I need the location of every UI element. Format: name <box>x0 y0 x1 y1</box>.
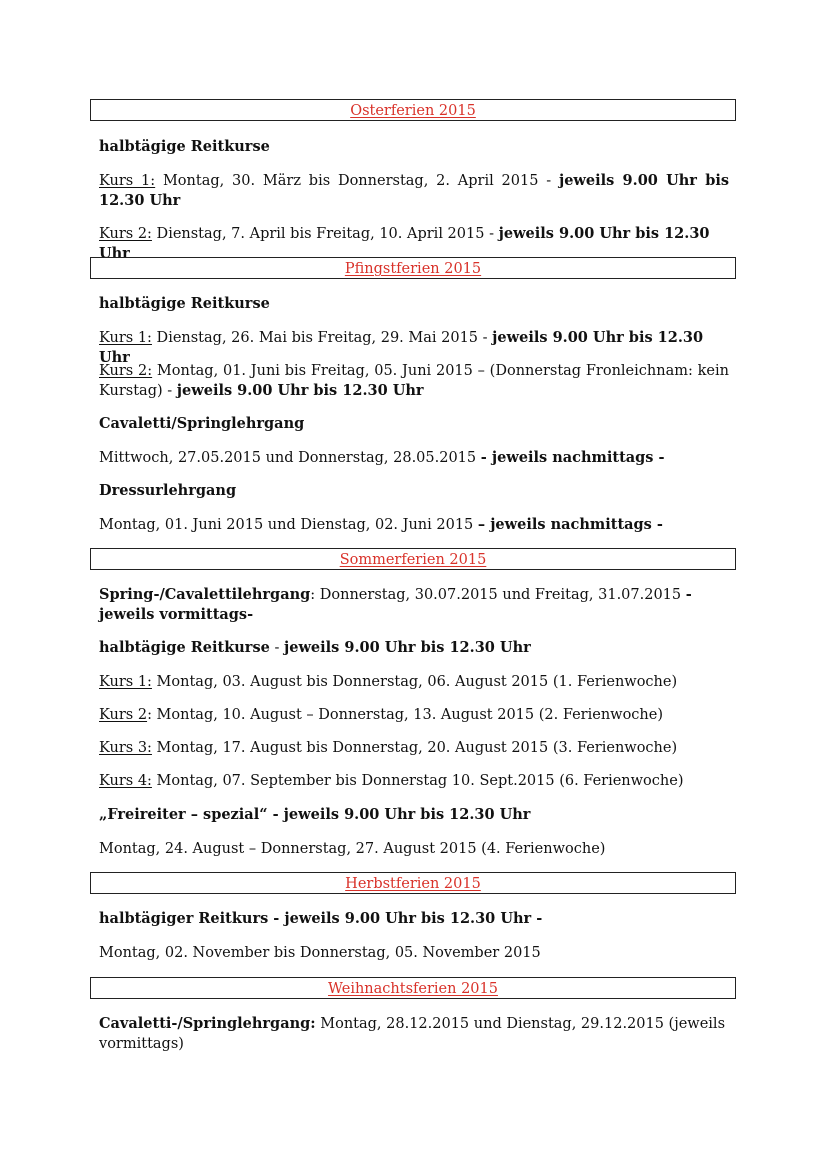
course-dates: : Montag, 10. August – Donnerstag, 13. August 2015 (2. Ferienwoche) <box>147 707 664 723</box>
heading-halbtaegiger-reitkurs: halbtägiger Reitkurs - jeweils 9.00 Uhr bis 12.30 Uhr - <box>99 910 543 927</box>
course-entry <box>99 705 729 725</box>
course-entry <box>99 515 729 535</box>
course-dates: Dienstag, 26. Mai bis Freitag, 29. Mai 2015 - <box>151 330 493 346</box>
section-title: Osterferien 2015 <box>350 103 476 119</box>
heading-label: halbtägige Reitkurse <box>99 639 270 656</box>
heading-cavaletti-springlehrgang: Cavaletti/Springlehrgang <box>99 415 305 432</box>
course-label: Kurs 3: <box>99 740 152 756</box>
course-dates: Montag, 01. Juni bis Freitag, 05. Juni 2015 – (Donnerstag Fronleichnam: kein Kurstag) - <box>99 363 729 399</box>
course-dates: Montag, 03. August bis Donnerstag, 06. August 2015 (1. Ferienwoche) <box>151 674 678 690</box>
course-label: Cavaletti-/Springlehrgang: <box>99 1015 316 1032</box>
section-header-pfingstferien <box>90 257 736 279</box>
course-label: Kurs 4: <box>99 773 152 789</box>
course-time: jeweils 9.00 Uhr bis 12.30 Uhr <box>99 172 730 209</box>
course-time: - jeweils nachmittags - <box>480 449 665 466</box>
course-dates: Montag, 07. September bis Donnerstag 10. Sept.2015 (6. Ferienwoche) <box>151 773 684 789</box>
section-header-sommerferien <box>90 548 736 570</box>
course-entry <box>99 1014 729 1054</box>
section-header-osterferien <box>90 99 736 121</box>
course-label: Kurs 1: <box>99 330 152 346</box>
course-dates: Dienstag, 7. April bis Freitag, 10. April 2015 - <box>151 226 499 242</box>
course-time: jeweils 9.00 Uhr bis 12.30 Uhr <box>99 329 704 366</box>
course-time: jeweils 9.00 Uhr bis 12.30 Uhr <box>176 382 424 399</box>
course-label: Spring-/Cavalettilehrgang <box>99 586 311 603</box>
section-title: Pfingstferien 2015 <box>344 261 482 277</box>
course-label: Kurs 2 <box>99 707 148 723</box>
section-header-weihnachtsferien <box>90 977 736 999</box>
course-time: – jeweils nachmittags - <box>477 516 663 533</box>
course-label: Kurs 2: <box>99 363 153 379</box>
course-entry: Montag, 24. August – Donnerstag, 27. August 2015 (4. Ferienwoche) <box>99 841 606 857</box>
section-title: Sommerferien 2015 <box>339 552 487 568</box>
course-dates: Montag, 01. Juni 2015 und Dienstag, 02. Juni 2015 <box>99 517 478 533</box>
course-dates: Montag, 30. März bis Donnerstag, 2. April 2015 - <box>155 173 559 189</box>
section-title: Weihnachtsferien 2015 <box>328 981 498 997</box>
course-entry <box>99 361 729 401</box>
course-time: jeweils 9.00 Uhr bis 12.30 Uhr <box>99 225 710 262</box>
course-time: - jeweils vormittags- <box>99 586 692 623</box>
course-entry <box>99 171 729 211</box>
course-dates: : Donnerstag, 30.07.2015 und Freitag, 31.07.2015 <box>310 587 686 603</box>
course-label: Kurs 1: <box>99 173 156 189</box>
course-dates: Montag, 17. August bis Donnerstag, 20. August 2015 (3. Ferienwoche) <box>151 740 678 756</box>
heading-halbtaegige-reitkurse: halbtägige Reitkurse <box>99 138 270 155</box>
heading-freireiter-spezial: „Freireiter – spezial“ - jeweils 9.00 Uhr bis 12.30 Uhr <box>99 806 531 823</box>
course-entry <box>99 448 729 468</box>
course-label: Kurs 1: <box>99 674 152 690</box>
course-time: jeweils 9.00 Uhr bis 12.30 Uhr <box>283 639 531 656</box>
section-title: Herbstferien 2015 <box>345 876 481 892</box>
course-entry <box>99 585 729 625</box>
course-dates: Montag, 28.12.2015 und Dienstag, 29.12.2015 (jeweils vormittags) <box>99 1016 726 1052</box>
course-dates: Mittwoch, 27.05.2015 und Donnerstag, 28.05.2015 <box>99 450 481 466</box>
section-header-herbstferien <box>90 872 736 894</box>
heading-halbtaegige-reitkurse <box>99 638 729 658</box>
course-entry <box>99 771 729 791</box>
course-label: Kurs 2: <box>99 226 152 242</box>
heading-dressurlehrgang: Dressurlehrgang <box>99 482 237 499</box>
course-entry: Montag, 02. November bis Donnerstag, 05. November 2015 <box>99 945 541 961</box>
course-entry <box>99 738 729 758</box>
course-entry <box>99 672 729 692</box>
heading-halbtaegige-reitkurse: halbtägige Reitkurse <box>99 295 270 312</box>
heading-separator: - <box>269 640 284 656</box>
